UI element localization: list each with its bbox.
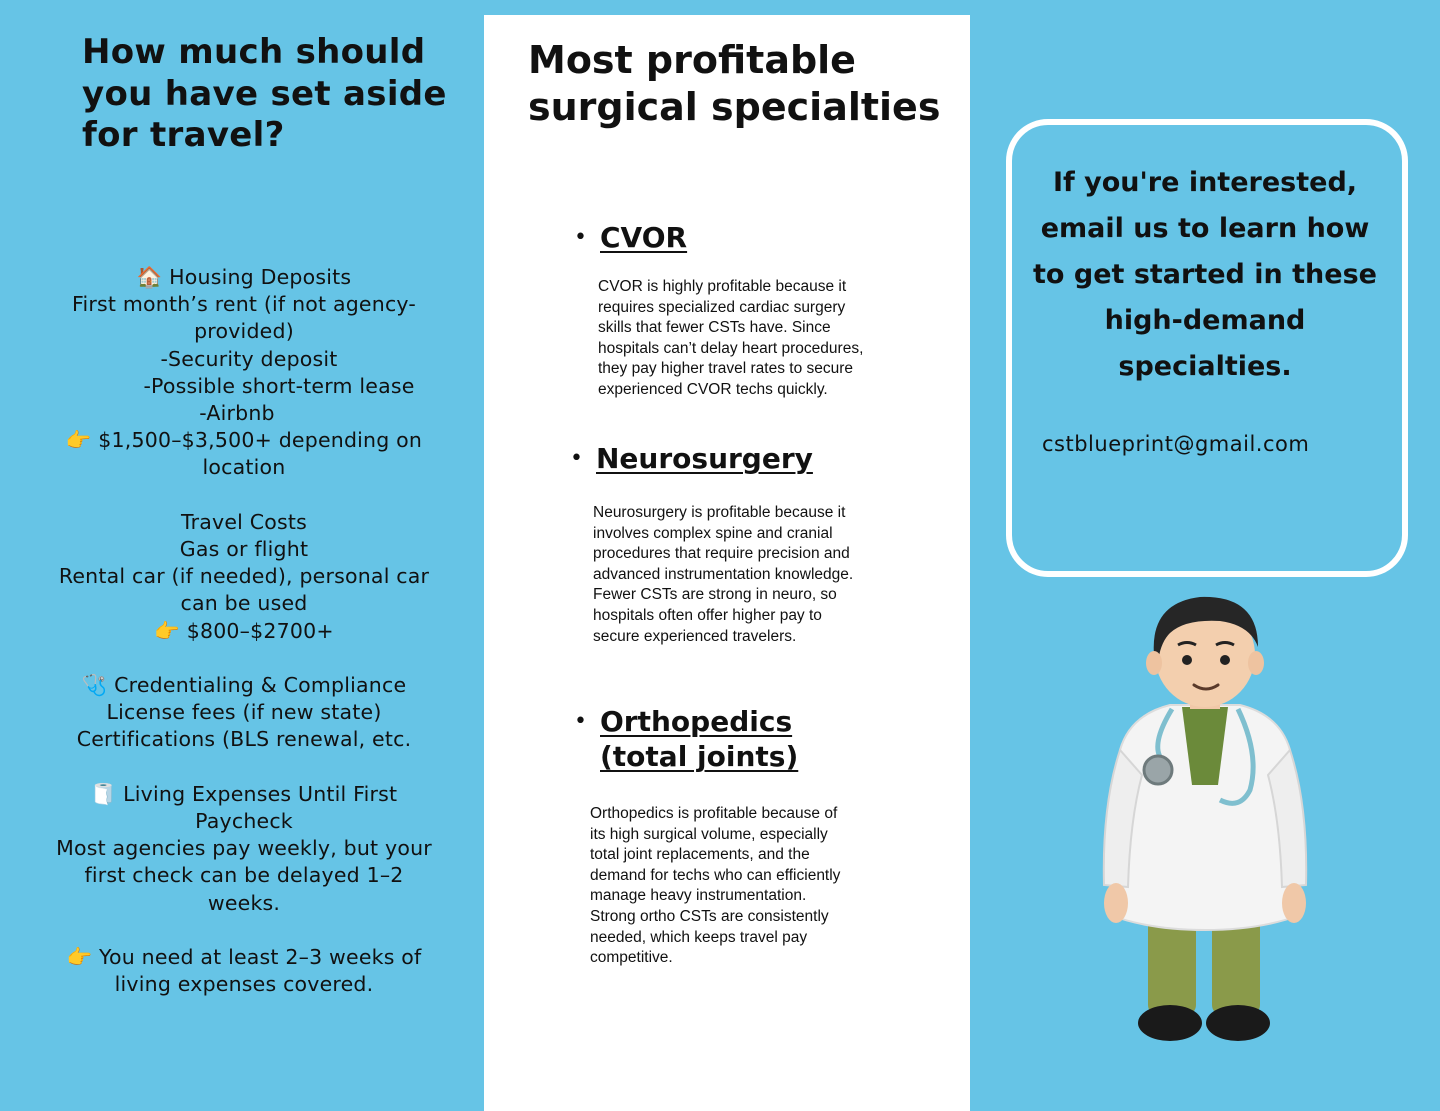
doctor-illustration — [1090, 585, 1320, 1055]
spacer — [14, 482, 474, 509]
travel-estimate: 👉 $800–$2700+ — [154, 618, 334, 643]
bullet: • — [570, 446, 583, 471]
specialty-neurosurgery — [570, 441, 813, 476]
list-item: weeks. — [207, 890, 281, 915]
list-item: first check can be delayed 1–2 — [84, 863, 404, 888]
specialties-title: Most profitable surgical specialties — [528, 38, 941, 129]
list-item: Most agencies pay weekly, but your — [56, 836, 432, 861]
specialty-heading: Orthopedics (total joints) — [600, 705, 799, 773]
list-item: -Security deposit — [160, 346, 338, 371]
specialty-description: Orthopedics is profitable because of its high surgical volume, especially total joint replacements, and the demand for techs who can efficiently manage heavy instrumentation. Strong ortho CSTs are consistently needed, which keeps travel pay competitive. — [590, 805, 841, 967]
stethoscope-icon — [1144, 756, 1172, 784]
specialty-description: CVOR is highly profitable because it requires specialized cardiac surgery skills that fewer CSTs have. Since hospitals can’t delay heart procedures, they pay higher travel rates to secure experienced CVOR techs quickly. — [598, 278, 864, 398]
list-item: location — [202, 455, 286, 480]
spacer — [14, 917, 474, 944]
list-item: living expenses covered. — [114, 972, 374, 997]
list-item: License fees (if new state) — [106, 700, 382, 725]
list-item: can be used — [180, 591, 308, 616]
bullet: • — [574, 225, 587, 250]
travel-costs-list — [14, 264, 474, 998]
contact-email[interactable]: cstblueprint@gmail.com — [1042, 432, 1310, 456]
spacer — [14, 645, 474, 672]
housing-estimate: 👉 $1,500–$3,500+ depending on — [65, 428, 423, 453]
left-panel — [0, 0, 484, 1111]
housing-heading: 🏠 Housing Deposits — [136, 265, 352, 289]
middle-panel — [484, 15, 970, 1111]
doctor-hand-left — [1104, 883, 1128, 923]
doctor-shoe-left — [1138, 1005, 1202, 1041]
doctor-hand-right — [1282, 883, 1306, 923]
specialty-orthopedics — [574, 704, 830, 774]
credentialing-heading: 🩺 Credentialing & Compliance — [81, 673, 407, 698]
list-item: -Possible short-term lease — [143, 373, 415, 398]
doctor-ear-right — [1248, 651, 1264, 675]
list-item: Paycheck — [195, 809, 293, 834]
doctor-ear-left — [1146, 651, 1162, 675]
specialty-cvor — [574, 220, 688, 255]
callout-text: If you're interested, email us to learn how to get started in these high-demand specialties. — [1033, 167, 1377, 382]
doctor-shoe-right — [1206, 1005, 1270, 1041]
specialty-heading: Neurosurgery — [596, 442, 813, 475]
travel-costs-heading: Travel Costs — [180, 509, 308, 534]
specialty-description: Neurosurgery is profitable because it involves complex spine and cranial procedures that require precision and advanced instrumentation knowledge. Fewer CSTs are strong in neuro, so hospitals often offer higher pay to secure experienced travelers. — [593, 504, 854, 645]
doctor-eye-left — [1182, 655, 1192, 665]
list-item: Rental car (if needed), personal car — [58, 564, 430, 589]
list-item: Certifications (BLS renewal, etc. — [76, 727, 412, 752]
right-panel — [970, 0, 1440, 1111]
specialty-heading: CVOR — [600, 221, 688, 254]
list-item: Gas or flight — [179, 537, 309, 562]
list-item: First month’s rent (if not agency- — [72, 292, 416, 317]
bullet: • — [574, 709, 587, 734]
living-expenses-heading: 🧻 Living Expenses Until First — [90, 781, 398, 806]
doctor-eye-right — [1220, 655, 1230, 665]
left-panel-title: How much should you have set aside for travel? — [82, 32, 447, 155]
list-item: provided) — [194, 319, 294, 344]
list-item: -Airbnb — [199, 401, 275, 426]
living-estimate: 👉 You need at least 2–3 weeks of — [66, 945, 422, 970]
spacer — [14, 754, 474, 781]
